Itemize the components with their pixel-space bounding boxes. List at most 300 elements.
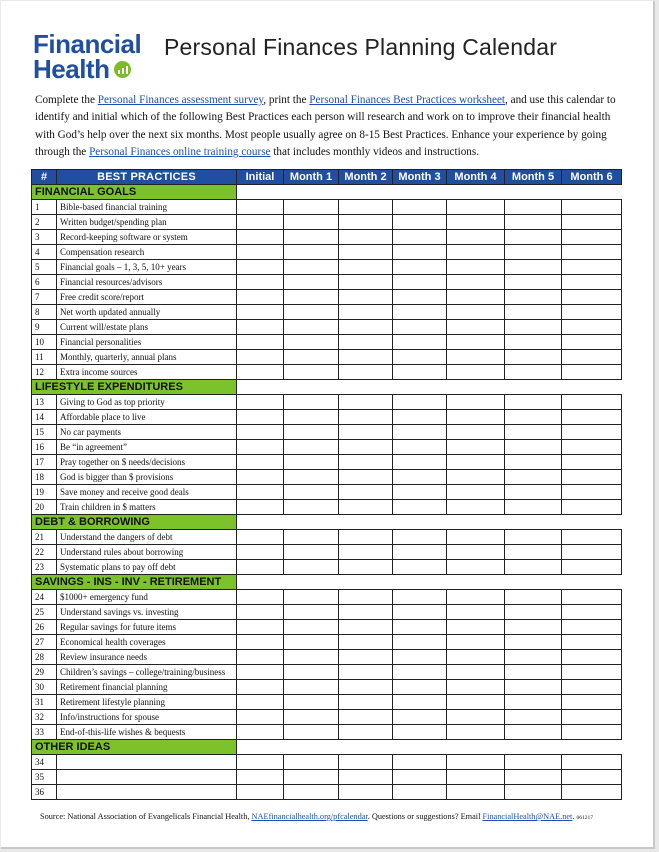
row-number: 16 [32,440,57,455]
month-cell[interactable] [393,215,447,230]
initial-cell[interactable] [237,335,284,350]
month-cell[interactable] [562,305,622,320]
month-cell[interactable] [562,215,622,230]
month-cell[interactable] [562,560,622,575]
month-cell[interactable] [339,710,393,725]
assessment-survey-link[interactable]: Personal Finances assessment survey [97,94,264,106]
month-cell[interactable] [284,335,339,350]
initial-cell[interactable] [237,620,284,635]
month-cell[interactable] [339,650,393,665]
month-cell[interactable] [562,770,622,785]
month-cell[interactable] [284,455,339,470]
month-cell[interactable] [447,680,505,695]
month-cell[interactable] [284,395,339,410]
month-cell[interactable] [562,485,622,500]
month-cell[interactable] [393,410,447,425]
table-row [32,695,622,710]
section-spacer [237,575,622,590]
month-cell[interactable] [562,500,622,515]
month-cell[interactable] [393,245,447,260]
initial-cell[interactable] [237,530,284,545]
month-cell[interactable] [562,695,622,710]
month-cell[interactable] [505,230,562,245]
month-cell[interactable] [562,320,622,335]
month-cell[interactable] [284,605,339,620]
month-cell[interactable] [284,710,339,725]
month-cell[interactable] [505,335,562,350]
best-practice-label [57,785,237,800]
month-cell[interactable] [447,590,505,605]
month-cell[interactable] [339,305,393,320]
month-cell[interactable] [505,560,562,575]
initial-cell[interactable] [237,215,284,230]
month-cell[interactable] [562,710,622,725]
month-cell[interactable] [339,260,393,275]
month-cell[interactable] [562,290,622,305]
month-cell[interactable] [562,455,622,470]
initial-cell[interactable] [237,500,284,515]
month-cell[interactable] [393,335,447,350]
month-cell[interactable] [284,485,339,500]
row-number: 34 [32,755,57,770]
best-practice-label: Children’s savings – college/training/business [57,665,237,680]
initial-cell[interactable] [237,290,284,305]
month-cell[interactable] [505,320,562,335]
month-cell[interactable] [447,650,505,665]
month-cell[interactable] [339,620,393,635]
month-cell[interactable] [562,275,622,290]
month-cell[interactable] [447,635,505,650]
initial-cell[interactable] [237,785,284,800]
best-practice-label: Free credit score/report [57,290,237,305]
table-row [32,365,622,380]
month-cell[interactable] [393,500,447,515]
month-cell[interactable] [447,335,505,350]
month-cell[interactable] [339,290,393,305]
month-cell[interactable] [284,320,339,335]
month-cell[interactable] [393,320,447,335]
initial-cell[interactable] [237,650,284,665]
best-practices-worksheet-link[interactable]: Personal Finances Best Practices worksheet [309,94,506,106]
month-cell[interactable] [393,605,447,620]
footer-source [40,812,593,821]
month-cell[interactable] [339,605,393,620]
month-cell[interactable] [393,305,447,320]
online-training-course-link[interactable]: Personal Finances online training course [89,145,271,158]
month-cell[interactable] [505,410,562,425]
table-row [32,755,622,770]
month-cell[interactable] [284,635,339,650]
month-cell[interactable] [505,215,562,230]
table-row [32,200,622,215]
month-cell[interactable] [284,230,339,245]
month-cell[interactable] [447,770,505,785]
month-cell[interactable] [505,425,562,440]
month-cell[interactable] [339,365,393,380]
month-cell[interactable] [339,755,393,770]
initial-cell[interactable] [237,200,284,215]
month-cell[interactable] [447,290,505,305]
month-cell[interactable] [339,275,393,290]
month-cell[interactable] [447,455,505,470]
initial-cell[interactable] [237,260,284,275]
month-cell[interactable] [562,635,622,650]
month-cell[interactable] [562,605,622,620]
month-cell[interactable] [562,755,622,770]
month-cell[interactable] [393,620,447,635]
month-cell[interactable] [447,560,505,575]
month-cell[interactable] [505,620,562,635]
month-cell[interactable] [447,665,505,680]
month-cell[interactable] [393,485,447,500]
month-cell[interactable] [447,260,505,275]
month-cell[interactable] [284,590,339,605]
month-cell[interactable] [339,695,393,710]
initial-cell[interactable] [237,665,284,680]
month-cell[interactable] [447,785,505,800]
month-cell[interactable] [562,350,622,365]
month-cell[interactable] [505,455,562,470]
month-cell[interactable] [393,755,447,770]
month-cell[interactable] [447,500,505,515]
row-number: 10 [32,335,57,350]
month-cell[interactable] [339,440,393,455]
month-cell[interactable] [447,245,505,260]
month-cell[interactable] [393,650,447,665]
month-cell[interactable] [562,395,622,410]
month-cell[interactable] [447,605,505,620]
best-practice-label: Compensation research [57,245,237,260]
month-cell[interactable] [339,785,393,800]
month-cell[interactable] [284,470,339,485]
initial-cell[interactable] [237,350,284,365]
table-row [32,290,622,305]
month-cell[interactable] [562,200,622,215]
best-practice-label: Pray together on $ needs/decisions [57,455,237,470]
month-cell[interactable] [339,335,393,350]
best-practice-label: Train children in $ matters [57,500,237,515]
month-cell[interactable] [562,620,622,635]
month-cell[interactable] [505,710,562,725]
month-cell[interactable] [339,665,393,680]
month-cell[interactable] [505,530,562,545]
month-cell[interactable] [284,440,339,455]
month-cell[interactable] [284,650,339,665]
month-cell[interactable] [562,680,622,695]
month-cell[interactable] [447,620,505,635]
month-cell[interactable] [393,710,447,725]
initial-cell[interactable] [237,410,284,425]
month-cell[interactable] [505,785,562,800]
month-cell[interactable] [505,350,562,365]
month-cell[interactable] [339,560,393,575]
initial-cell[interactable] [237,695,284,710]
month-cell[interactable] [505,440,562,455]
initial-cell[interactable] [237,425,284,440]
month-cell[interactable] [339,470,393,485]
month-cell[interactable] [339,425,393,440]
month-cell[interactable] [393,470,447,485]
month-cell[interactable] [447,530,505,545]
month-cell[interactable] [393,770,447,785]
month-cell[interactable] [284,365,339,380]
month-cell[interactable] [447,425,505,440]
month-cell[interactable] [284,500,339,515]
month-cell[interactable] [505,605,562,620]
table-row [32,440,622,455]
month-cell[interactable] [562,335,622,350]
month-cell[interactable] [447,725,505,740]
month-cell[interactable] [339,725,393,740]
month-cell[interactable] [393,230,447,245]
month-cell[interactable] [284,275,339,290]
month-cell[interactable] [393,275,447,290]
month-cell[interactable] [447,230,505,245]
month-cell[interactable] [562,785,622,800]
month-cell[interactable] [505,695,562,710]
initial-cell[interactable] [237,590,284,605]
table-row [32,665,622,680]
month-cell[interactable] [447,215,505,230]
column-header: Initial [237,170,284,185]
month-cell[interactable] [447,305,505,320]
month-cell[interactable] [284,695,339,710]
month-cell[interactable] [505,245,562,260]
month-cell[interactable] [393,290,447,305]
month-cell[interactable] [505,275,562,290]
month-cell[interactable] [284,215,339,230]
month-cell[interactable] [284,770,339,785]
initial-cell[interactable] [237,470,284,485]
month-cell[interactable] [393,680,447,695]
month-cell[interactable] [505,725,562,740]
month-cell[interactable] [505,395,562,410]
month-cell[interactable] [447,470,505,485]
month-cell[interactable] [393,695,447,710]
month-cell[interactable] [393,665,447,680]
month-cell[interactable] [393,440,447,455]
month-cell[interactable] [284,785,339,800]
month-cell[interactable] [393,560,447,575]
month-cell[interactable] [505,545,562,560]
month-cell[interactable] [339,770,393,785]
month-cell[interactable] [284,260,339,275]
month-cell[interactable] [339,230,393,245]
month-cell[interactable] [447,350,505,365]
table-row [32,410,622,425]
logo-line-2: Health [33,54,110,84]
initial-cell[interactable] [237,305,284,320]
month-cell[interactable] [284,425,339,440]
month-cell[interactable] [284,410,339,425]
email-link[interactable]: FinancialHealth@NAE.net [482,812,573,821]
month-cell[interactable] [562,440,622,455]
month-cell[interactable] [447,695,505,710]
table-row [32,605,622,620]
month-cell[interactable] [505,365,562,380]
section-spacer [237,185,622,200]
initial-cell[interactable] [237,680,284,695]
month-cell[interactable] [447,755,505,770]
section-spacer [237,740,622,755]
initial-cell[interactable] [237,605,284,620]
month-cell[interactable] [505,290,562,305]
best-practice-label: Net worth updated annually [57,305,237,320]
month-cell[interactable] [339,215,393,230]
month-cell[interactable] [447,395,505,410]
month-cell[interactable] [562,545,622,560]
month-cell[interactable] [562,470,622,485]
month-cell[interactable] [562,365,622,380]
table-row [32,230,622,245]
month-cell[interactable] [562,650,622,665]
month-cell[interactable] [505,590,562,605]
month-cell[interactable] [393,785,447,800]
initial-cell[interactable] [237,485,284,500]
month-cell[interactable] [339,680,393,695]
month-cell[interactable] [447,275,505,290]
month-cell[interactable] [339,350,393,365]
month-cell[interactable] [284,545,339,560]
initial-cell[interactable] [237,770,284,785]
month-cell[interactable] [447,365,505,380]
month-cell[interactable] [339,410,393,425]
month-cell[interactable] [505,755,562,770]
month-cell[interactable] [562,410,622,425]
month-cell[interactable] [393,725,447,740]
month-cell[interactable] [284,755,339,770]
month-cell[interactable] [447,545,505,560]
initial-cell[interactable] [237,755,284,770]
initial-cell[interactable] [237,455,284,470]
financial-health-logo [33,29,153,84]
month-cell[interactable] [339,320,393,335]
month-cell[interactable] [505,200,562,215]
month-cell[interactable] [339,455,393,470]
month-cell[interactable] [393,425,447,440]
month-cell[interactable] [339,590,393,605]
month-cell[interactable] [339,395,393,410]
month-cell[interactable] [447,200,505,215]
month-cell[interactable] [339,635,393,650]
table-row [32,710,622,725]
initial-cell[interactable] [237,365,284,380]
month-cell[interactable] [505,650,562,665]
month-cell[interactable] [284,725,339,740]
initial-cell[interactable] [237,560,284,575]
table-row [32,275,622,290]
month-cell[interactable] [562,230,622,245]
month-cell[interactable] [339,485,393,500]
month-cell[interactable] [284,200,339,215]
row-number: 22 [32,545,57,560]
month-cell[interactable] [562,425,622,440]
month-cell[interactable] [284,680,339,695]
month-cell[interactable] [284,290,339,305]
month-cell[interactable] [562,530,622,545]
initial-cell[interactable] [237,395,284,410]
month-cell[interactable] [447,710,505,725]
row-number: 27 [32,635,57,650]
month-cell[interactable] [505,485,562,500]
month-cell[interactable] [505,635,562,650]
month-cell[interactable] [284,305,339,320]
initial-cell[interactable] [237,725,284,740]
month-cell[interactable] [562,590,622,605]
month-cell[interactable] [284,350,339,365]
month-cell[interactable] [562,260,622,275]
month-cell[interactable] [505,680,562,695]
month-cell[interactable] [505,665,562,680]
month-cell[interactable] [505,305,562,320]
best-practice-label: Record-keeping software or system [57,230,237,245]
month-cell[interactable] [505,500,562,515]
month-cell[interactable] [393,635,447,650]
month-cell[interactable] [505,770,562,785]
row-number: 14 [32,410,57,425]
initial-cell[interactable] [237,545,284,560]
initial-cell[interactable] [237,230,284,245]
month-cell[interactable] [284,245,339,260]
row-number: 3 [32,230,57,245]
row-number: 17 [32,455,57,470]
month-cell[interactable] [393,530,447,545]
month-cell[interactable] [505,470,562,485]
month-cell[interactable] [393,200,447,215]
initial-cell[interactable] [237,710,284,725]
month-cell[interactable] [284,560,339,575]
month-cell[interactable] [447,410,505,425]
month-cell[interactable] [284,665,339,680]
month-cell[interactable] [339,530,393,545]
table-row [32,620,622,635]
month-cell[interactable] [393,395,447,410]
month-cell[interactable] [393,350,447,365]
month-cell[interactable] [393,455,447,470]
month-cell[interactable] [505,260,562,275]
month-cell[interactable] [562,665,622,680]
column-header: BEST PRACTICES [57,170,237,185]
calendar-url-link[interactable]: NAEfinancialhealth.org/pfcalendar [251,812,368,821]
table-row [32,500,622,515]
month-cell[interactable] [339,200,393,215]
best-practice-label [57,770,237,785]
month-cell[interactable] [562,245,622,260]
month-cell[interactable] [393,365,447,380]
month-cell[interactable] [393,260,447,275]
section-row [32,575,622,590]
month-cell[interactable] [393,590,447,605]
month-cell[interactable] [447,320,505,335]
month-cell[interactable] [447,485,505,500]
initial-cell[interactable] [237,635,284,650]
month-cell[interactable] [339,545,393,560]
month-cell[interactable] [339,500,393,515]
initial-cell[interactable] [237,275,284,290]
table-row [32,785,622,800]
initial-cell[interactable] [237,440,284,455]
month-cell[interactable] [447,440,505,455]
row-number: 9 [32,320,57,335]
initial-cell[interactable] [237,245,284,260]
month-cell[interactable] [284,620,339,635]
row-number: 11 [32,350,57,365]
month-cell[interactable] [562,725,622,740]
month-cell[interactable] [393,545,447,560]
month-cell[interactable] [339,245,393,260]
initial-cell[interactable] [237,320,284,335]
month-cell[interactable] [284,530,339,545]
